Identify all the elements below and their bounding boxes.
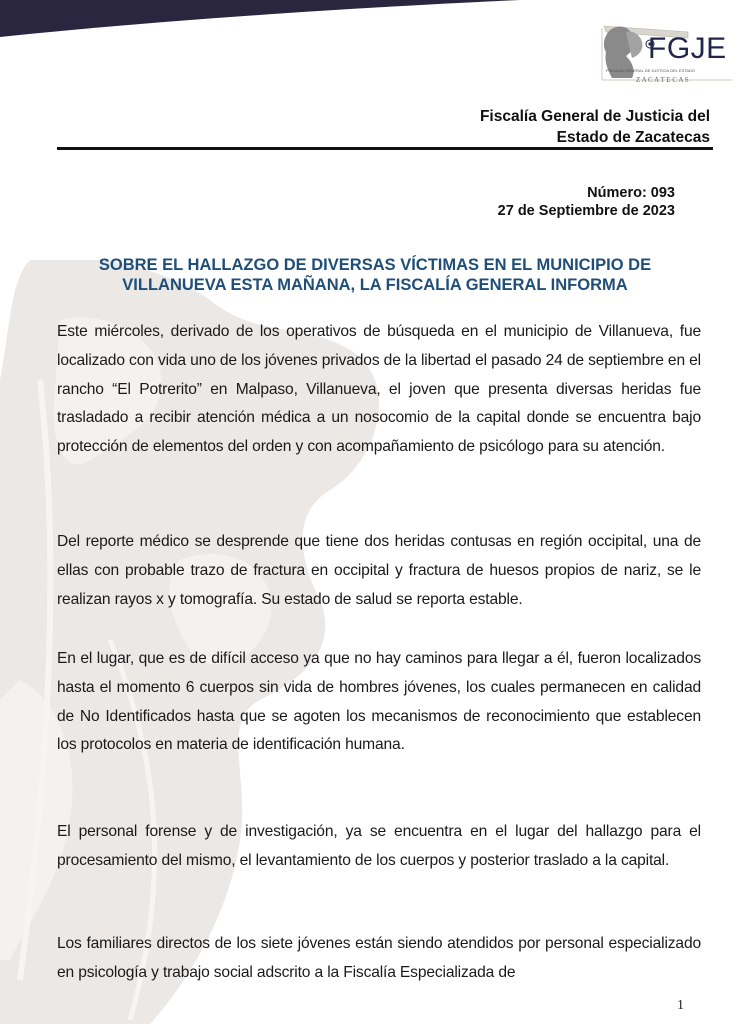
document-number: Número: 093	[587, 185, 675, 201]
paragraph: Del reporte médico se desprende que tiene dos heridas contusas en región occipital, una de ellas con probable trazo de fractura en occipital y fractura de huesos propios de nariz, se le realizan rayos x y tomografía. Su estado de salud se reporta estable.	[57, 533, 701, 608]
headline-line2: VILLANUEVA ESTA MAÑANA, LA FISCALÍA GENERAL INFORMA	[122, 276, 628, 294]
logo-acronym: FGJE	[648, 32, 727, 65]
organization-name-line1: Fiscalía General de Justicia del	[479, 108, 710, 125]
paragraph: Los familiares directos de los siete jóvenes están siendo atendidos por personal especializado en psicología y trabajo social adscrito a la Fiscalía Especializada de	[57, 935, 701, 981]
organization-name	[480, 106, 710, 148]
document-date: 27 de Septiembre de 2023	[497, 203, 675, 219]
document-meta	[498, 184, 675, 220]
header-divider	[57, 147, 713, 150]
headline	[40, 255, 710, 295]
paragraph: El personal forense y de investigación, ya se encuentra en el lugar del hallazgo para el procesamiento del mismo, el levantamiento de los cuerpos y posterior traslado a la capital.	[57, 823, 701, 869]
paragraph: Este miércoles, derivado de los operativos de búsqueda en el municipio de Villanueva, fue localizado con vida uno de los jóvenes privados de la libertad el pasado 24 de septiembre en el rancho “El Potrerito” en Malpaso, Villanueva, el joven que presenta diversas heridas fue trasladado a recibir atención médica a un nosocomio de la capital donde se encuentra bajo protección de elementos del orden y con acompañamiento de psicólogo para su atención.	[57, 323, 701, 456]
headline-line1: SOBRE EL HALLAZGO DE DIVERSAS VÍCTIMAS EN EL MUNICIPIO DE	[98, 256, 652, 274]
paragraph: En el lugar, que es de difícil acceso ya que no hay caminos para llegar a él, fueron localizados hasta el momento 6 cuerpos sin vida de hombres jóvenes, los cuales permanecen en calidad de No Identificados hasta que se agoten los mecanismos de reconocimiento que establecen los protocolos en materia de identificación humana.	[57, 650, 701, 754]
page-number: 1	[677, 998, 684, 1013]
logo-state: Z A C A T E C A S	[636, 76, 689, 84]
organization-name-line2: Estado de Zacatecas	[556, 129, 710, 146]
logo-subtitle: FISCALÍA GENERAL DE JUSTICIA DEL ESTADO	[606, 68, 695, 73]
